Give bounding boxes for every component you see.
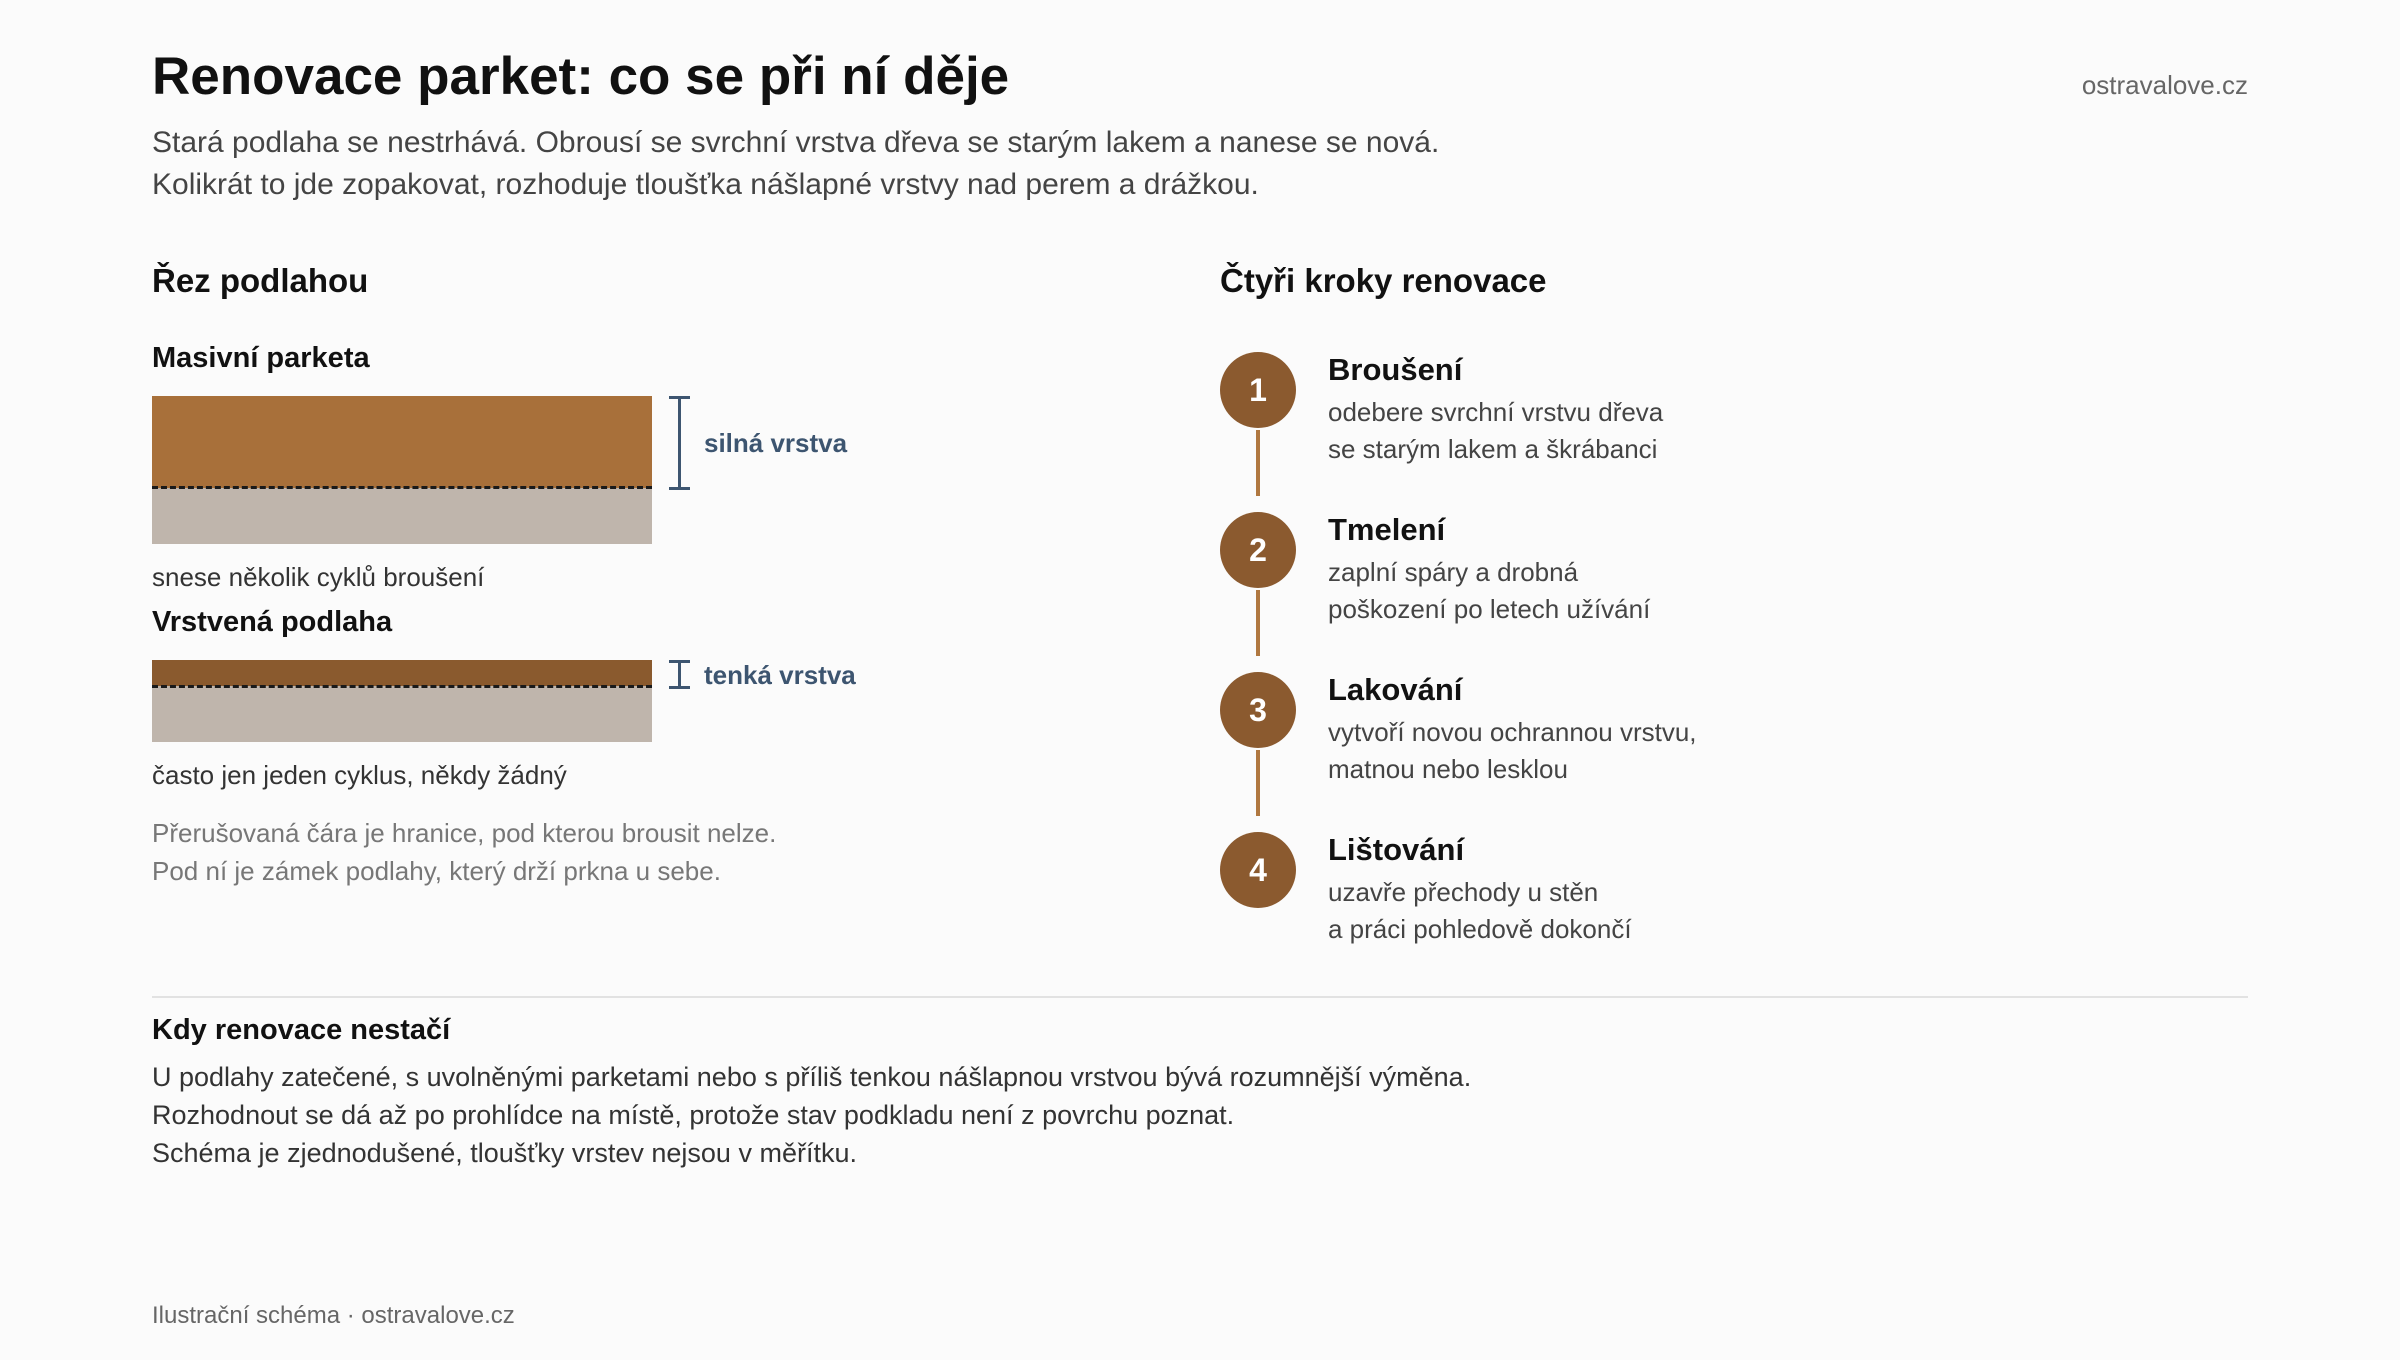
solid-wear-layer <box>152 396 652 488</box>
step-desc-line: uzavře přechody u stěn <box>1328 877 1599 907</box>
step-description <box>1328 554 1650 628</box>
step-desc-line: poškození po letech užívání <box>1328 594 1651 624</box>
note-line-2: Pod ní je zámek podlahy, který drží prkna u sebe. <box>152 856 721 886</box>
engineered-caption: často jen jeden cyklus, někdy žádný <box>152 760 567 790</box>
step-description <box>1328 874 1632 948</box>
bottom-text <box>152 1058 1471 1172</box>
step-desc-line: a práci pohledově dokončí <box>1328 914 1632 944</box>
bottom-line-1: U podlahy zatečené, s uvolněnými parketami nebo s příliš tenkou nášlapnou vrstvou bývá rozumnější výměna. <box>152 1062 1472 1092</box>
page-title: Renovace parket: co se při ní děje <box>152 47 1010 106</box>
cross-section-heading: Řez podlahou <box>152 262 369 299</box>
engineered-floor-title: Vrstvená podlaha <box>152 606 393 638</box>
step-number-badge: 3 <box>1220 672 1296 748</box>
step-connector <box>1256 590 1260 656</box>
step-connector <box>1256 430 1260 496</box>
bottom-line-3: Schéma je zjednodušené, tloušťky vrstev nejsou v měřítku. <box>152 1138 857 1168</box>
solid-parquet-section <box>152 396 652 544</box>
step-number-badge: 1 <box>1220 352 1296 428</box>
step-description <box>1328 714 1697 788</box>
diagram-note <box>152 814 776 890</box>
intro-line-2: Kolikrát to jde zopakovat, rozhoduje tloušťka nášlapné vrstvy nad perem a drážkou. <box>152 168 1259 201</box>
bottom-line-2: Rozhodnout se dá až po prohlídce na místě, protože stav podkladu není z povrchu poznat. <box>152 1100 1235 1130</box>
step-title: Tmelení <box>1328 512 1446 547</box>
step-title: Broušení <box>1328 352 1463 387</box>
footer-text: Ilustrační schéma · ostravalove.cz <box>152 1302 515 1329</box>
steps-heading: Čtyři kroky renovace <box>1220 262 1547 299</box>
step-connector <box>1256 750 1260 816</box>
step-desc-line: vytvoří novou ochrannou vrstvu, <box>1328 717 1697 747</box>
step-desc-line: odebere svrchní vrstvu dřeva <box>1328 397 1664 427</box>
solid-parquet-title: Masivní parketa <box>152 342 370 374</box>
solid-layer-label: silná vrstva <box>704 428 848 458</box>
step-description <box>1328 394 1663 468</box>
engineered-sanding-limit-line <box>152 685 652 688</box>
engineered-thickness-bracket <box>669 660 690 689</box>
engineered-wear-layer <box>152 660 652 686</box>
step-number-badge: 2 <box>1220 512 1296 588</box>
step-desc-line: zaplní spáry a drobná <box>1328 557 1579 587</box>
intro-line-1: Stará podlaha se nestrhává. Obrousí se svrchní vrstva dřeva se starým lakem a nanese se nová. <box>152 126 1440 159</box>
engineered-floor-section <box>152 660 652 742</box>
step-title: Lakování <box>1328 672 1463 707</box>
section-divider <box>152 996 2248 998</box>
solid-caption: snese několik cyklů broušení <box>152 562 485 592</box>
step-desc-line: se starým lakem a škrábanci <box>1328 434 1658 464</box>
engineered-layer-label: tenká vrstva <box>704 660 856 690</box>
site-name: ostravalove.cz <box>2081 70 2248 100</box>
step-desc-line: matnou nebo lesklou <box>1328 754 1568 784</box>
step-title: Lištování <box>1328 832 1465 867</box>
note-line-1: Přerušovaná čára je hranice, pod kterou brousit nelze. <box>152 818 777 848</box>
step-number-badge: 4 <box>1220 832 1296 908</box>
solid-thickness-bracket <box>669 396 690 490</box>
bottom-heading: Kdy renovace nestačí <box>152 1014 451 1046</box>
intro-text <box>152 122 1439 206</box>
solid-sanding-limit-line <box>152 486 652 489</box>
